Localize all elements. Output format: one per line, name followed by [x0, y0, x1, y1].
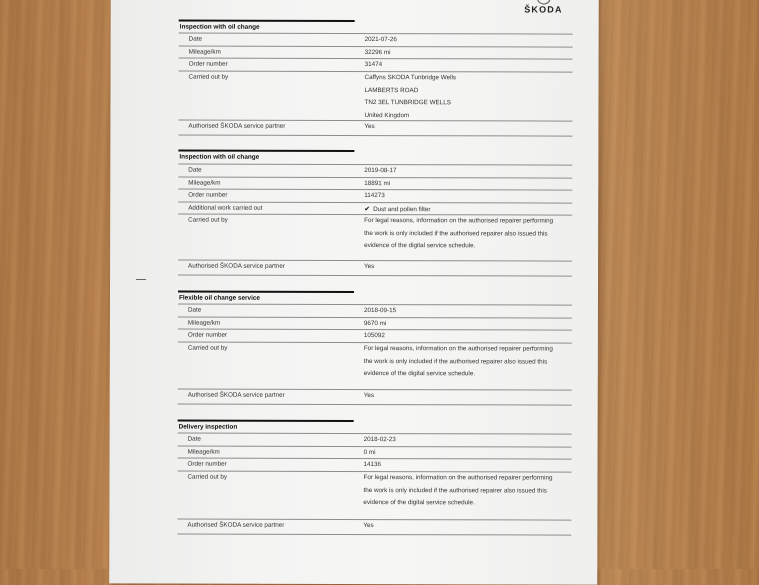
row-rule [177, 534, 571, 536]
value-line: 32296 mi [364, 49, 391, 57]
value-line: LAMBERTS ROAD [364, 86, 419, 94]
value-line: the work is only included if the authorised repairer also issued this [363, 486, 547, 495]
row-rule [178, 404, 572, 406]
value-line: evidence of the digital service schedule. [363, 499, 475, 507]
field-label: Date [187, 306, 202, 314]
field-label: Carried out by [187, 344, 228, 352]
row-rule [178, 135, 572, 137]
field-value [364, 449, 376, 462]
field-label: Date [188, 166, 202, 174]
paper-fold-mark [136, 279, 146, 280]
record-row [177, 474, 571, 523]
value-line: Yes [363, 522, 374, 530]
section-divider [178, 150, 354, 152]
field-value [364, 180, 390, 193]
value-line: 9670 mi [363, 320, 387, 328]
brand-logo: ŠKODA [524, 4, 563, 15]
row-rule [178, 164, 572, 166]
value-line: For legal reasons, information on the authorised repairer performing [364, 217, 554, 225]
field-value [363, 522, 373, 535]
value-line: 2019-08-17 [364, 167, 397, 175]
value-line: evidence of the digital service schedule. [363, 370, 476, 378]
value-line: 105092 [363, 332, 385, 340]
value-line: 18891 mi [364, 180, 391, 188]
field-value [364, 123, 374, 136]
field-value [364, 320, 386, 333]
field-label: Additional work carried out [188, 204, 263, 212]
value-line: For legal reasons, information on the authorised repairer performing [363, 345, 553, 353]
section-divider [178, 291, 354, 293]
value-line: 14136 [363, 461, 382, 469]
value-line: 114273 [364, 192, 385, 200]
value-line: Caffyns SKODA Tunbridge Wells [364, 74, 457, 82]
field-label: Date [187, 435, 201, 443]
value-line: United Kingdom [364, 111, 410, 119]
value-line: 0 mi [363, 449, 376, 457]
record-row [178, 345, 572, 393]
section-divider [179, 20, 355, 22]
section-title: Inspection with oil change [179, 153, 260, 161]
field-label: Mileage/km [187, 448, 220, 456]
service-entry [178, 150, 572, 271]
service-entry [179, 20, 573, 131]
section-title: Inspection with oil change [179, 23, 260, 31]
field-label: Order number [188, 191, 228, 199]
record-row [178, 74, 572, 124]
value-line: Dust and pollen filter [373, 206, 431, 214]
field-value [364, 392, 374, 405]
service-record-page [109, 0, 599, 585]
field-label: Order number [188, 60, 228, 68]
field-value [364, 263, 374, 276]
field-label: Order number [187, 331, 228, 339]
record-row [178, 217, 572, 264]
value-line: Yes [363, 392, 375, 400]
row-rule [178, 275, 572, 277]
field-label: Authorised ŠKODA service partner [188, 122, 286, 130]
value-line: evidence of the digital service schedule. [364, 242, 476, 250]
value-line: For legal reasons, information on the authorised repairer performing [363, 474, 553, 482]
field-label: Authorised ŠKODA service partner [187, 391, 285, 399]
value-line: the work is only included if the authorised repairer also issued this [364, 229, 548, 238]
value-line: 2021-07-26 [364, 36, 397, 44]
section-divider [178, 420, 354, 422]
value-line: Yes [364, 263, 375, 271]
value-line: TN2 3EL TUNBRIDGE WELLS [364, 99, 451, 107]
field-value [364, 74, 456, 124]
field-label: Carried out by [188, 73, 229, 81]
checkmark-icon: ✔ [364, 206, 371, 214]
row-rule [178, 433, 572, 435]
field-label: Authorised ŠKODA service partner [188, 262, 286, 270]
field-label: Carried out by [187, 473, 228, 481]
field-value [363, 474, 552, 512]
field-label: Authorised ŠKODA service partner [187, 521, 285, 529]
field-label: Mileage/km [188, 179, 221, 187]
service-entry [178, 420, 572, 530]
field-value [364, 205, 430, 218]
section-title: Delivery inspection [178, 423, 238, 431]
value-line: 2018-09-15 [363, 307, 397, 315]
row-rule [179, 33, 573, 35]
service-entry [178, 291, 572, 400]
section-title: Flexible oil change service [178, 294, 260, 302]
field-label: Carried out by [188, 216, 228, 224]
field-label: Order number [187, 460, 227, 468]
row-rule [178, 304, 572, 306]
value-line: Yes [364, 123, 375, 131]
field-value [365, 49, 391, 62]
field-value [364, 345, 553, 383]
value-line: the work is only included if the authorised repairer also issued this [363, 357, 548, 366]
value-line: 31474 [364, 61, 383, 69]
field-label: Mileage/km [187, 319, 221, 327]
field-value [364, 217, 553, 255]
field-label: Mileage/km [188, 48, 221, 56]
field-label: Date [188, 35, 202, 43]
value-line: 2018-02-23 [363, 436, 396, 444]
